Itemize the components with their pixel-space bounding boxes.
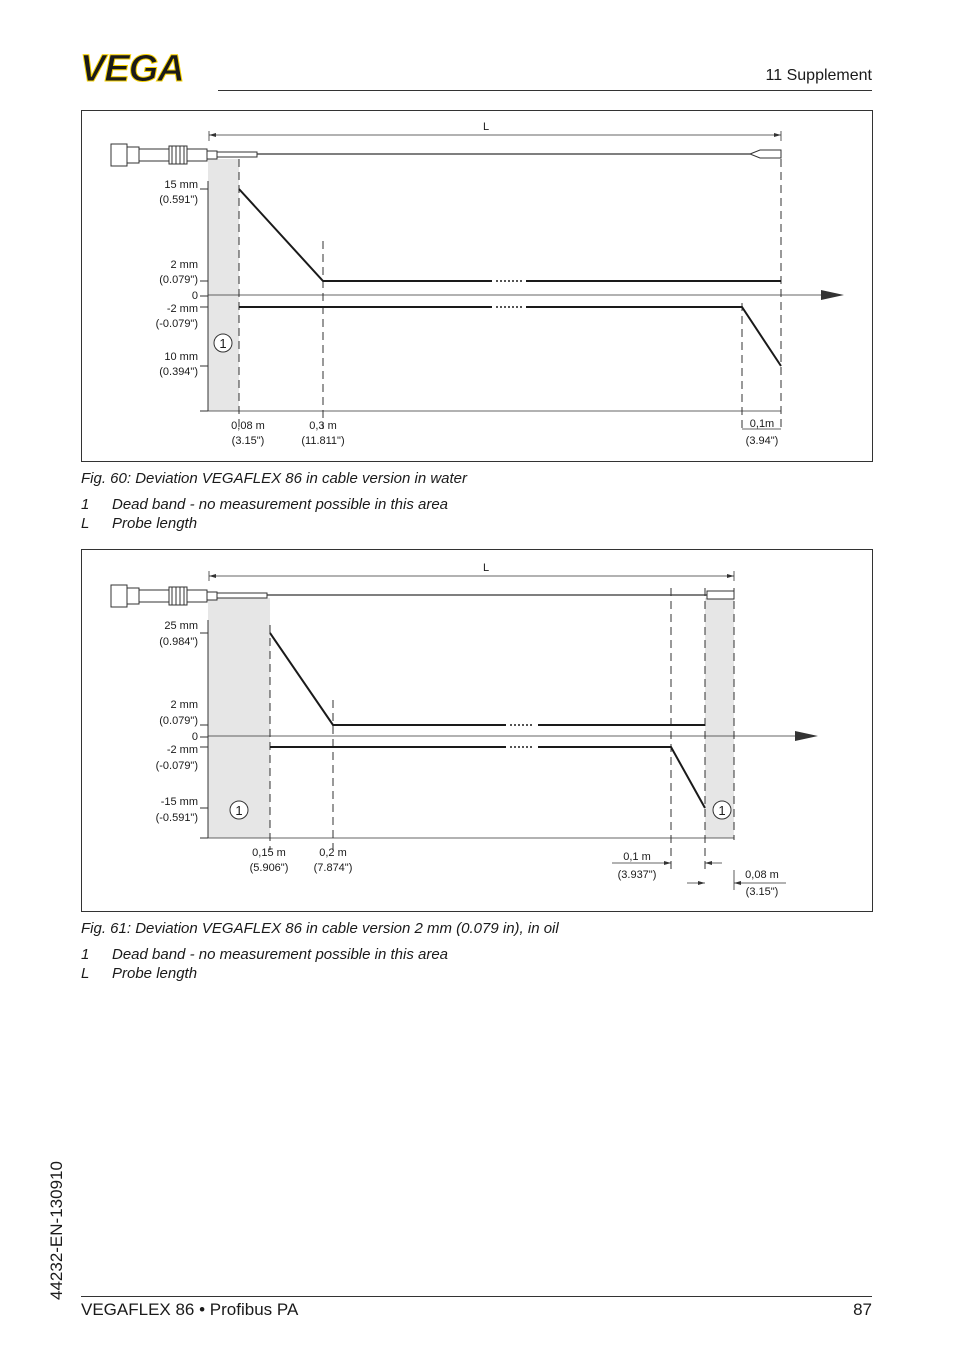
x-label-008m: 0,08 m — [231, 420, 265, 432]
y-label-neg2mm-inch: (-0.079") — [155, 318, 198, 330]
x-label-008m: 0,08 m — [745, 869, 779, 881]
y-label-25mm-inch: (0.984") — [159, 636, 198, 648]
x-label-01m-inch: (3.937") — [617, 869, 657, 881]
y-label-2mm: 2 mm — [170, 699, 198, 711]
y-label-neg15mm: -15 mm — [160, 796, 198, 808]
y-label-15mm: 15 mm — [164, 179, 198, 191]
x-label-03m: 0,3 m — [309, 420, 337, 432]
dead-band-marker-start: 1 — [235, 803, 243, 818]
dead-band-marker: 1 — [219, 336, 227, 351]
page-number: 87 — [853, 1300, 872, 1319]
y-label-10mm-inch: (0.394") — [159, 366, 198, 378]
deviation-upper-curve — [239, 189, 492, 281]
y-label-2mm-inch: (0.079") — [159, 274, 198, 286]
probe-weight — [707, 591, 734, 599]
dead-band-marker-end: 1 — [718, 803, 726, 818]
document-id: 44232-EN-130910 — [47, 1161, 66, 1300]
figure-60-caption: Fig. 60: Deviation VEGAFLEX 86 in cable version in water — [81, 470, 468, 487]
figure-60-diagram — [81, 110, 873, 462]
x-label-015m-inch: (5.906") — [249, 862, 289, 874]
x-label-008m-inch: (3.15") — [745, 886, 779, 898]
footer-title: VEGAFLEX 86 • Profibus PA — [81, 1300, 299, 1319]
y-label-neg2mm: -2 mm — [166, 744, 198, 756]
x-label-008m-inch: (3.15") — [231, 435, 265, 447]
probe-length-label: L — [482, 121, 490, 133]
y-label-10mm: 10 mm — [164, 351, 198, 363]
footer-divider — [81, 1296, 872, 1297]
x-label-015m: 0,15 m — [252, 847, 286, 859]
x-label-01m-inch: (3.94") — [745, 435, 779, 447]
x-label-01m: 0,1 m — [623, 851, 651, 863]
figure-61-diagram — [81, 549, 873, 912]
probe-weight — [750, 150, 781, 158]
probe-length-label: L — [482, 562, 490, 574]
x-label-02m-inch: (7.874") — [313, 862, 353, 874]
svg-text:VEGA: VEGA — [80, 50, 184, 84]
section-title: 11 Supplement — [765, 67, 872, 84]
x-label-03m-inch: (11.811") — [301, 435, 345, 447]
y-label-15mm-inch: (0.591") — [159, 194, 198, 206]
x-label-01m: 0,1m — [749, 418, 775, 430]
x-label-02m: 0,2 m — [319, 847, 347, 859]
deviation-upper-curve — [270, 633, 506, 725]
y-label-neg15mm-inch: (-0.591") — [155, 812, 198, 824]
y-label-neg2mm: -2 mm — [166, 303, 198, 315]
y-label-zero: 0 — [191, 731, 198, 743]
header-divider — [218, 90, 872, 91]
vega-logo — [80, 50, 212, 84]
y-label-zero: 0 — [191, 290, 198, 302]
figure-61-caption: Fig. 61: Deviation VEGAFLEX 86 in cable version 2 mm (0.079 in), in oil — [81, 920, 559, 937]
y-label-neg2mm-inch: (-0.079") — [155, 760, 198, 772]
y-label-2mm-inch: (0.079") — [159, 715, 198, 727]
dead-band-region — [208, 159, 239, 411]
y-label-2mm: 2 mm — [170, 259, 198, 271]
y-label-25mm: 25 mm — [164, 620, 198, 632]
